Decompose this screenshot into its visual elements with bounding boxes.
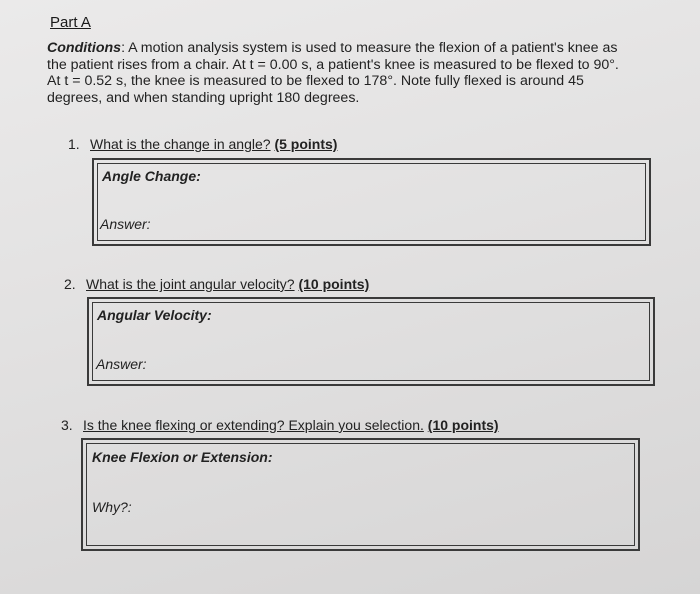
answer-label-2: Answer:	[96, 356, 147, 372]
angle-change-label: Angle Change:	[102, 168, 201, 184]
conditions-paragraph	[47, 40, 657, 106]
conditions-line-4: degrees, and when standing upright 180 degrees.	[47, 89, 360, 106]
question-1-points: (5 points)	[274, 136, 338, 152]
conditions-label: Conditions	[47, 40, 122, 56]
question-3-number: 3.	[61, 417, 73, 433]
question-3-points: (10 points)	[427, 417, 499, 433]
answer-label-1: Answer:	[100, 216, 151, 232]
question-2-text: What is the joint angular velocity?	[86, 276, 295, 292]
question-1	[68, 136, 337, 152]
conditions-line-3: At t = 0.52 s, the knee is measured to be flexed to 178°. Note fully flexed is around 45	[47, 73, 584, 89]
question-2-points: (10 points)	[298, 276, 370, 292]
angular-velocity-label: Angular Velocity:	[97, 307, 212, 323]
part-title: Part A	[50, 14, 91, 31]
question-1-text: What is the change in angle?	[90, 136, 271, 152]
question-2	[64, 276, 369, 292]
question-3-text: Is the knee flexing or extending? Explain you selection.	[83, 417, 424, 433]
conditions-line-2: the patient rises from a chair. At t = 0.00 s, a patient's knee is measured to be flexed to 90°.	[47, 56, 619, 73]
why-label: Why?:	[92, 499, 132, 515]
knee-flexion-extension-label: Knee Flexion or Extension:	[92, 449, 273, 465]
question-1-number: 1.	[68, 136, 80, 152]
question-3	[61, 417, 499, 433]
conditions-line-1: : A motion analysis system is used to measure the flexion of a patient's knee as	[121, 40, 618, 56]
question-2-number: 2.	[64, 276, 76, 292]
